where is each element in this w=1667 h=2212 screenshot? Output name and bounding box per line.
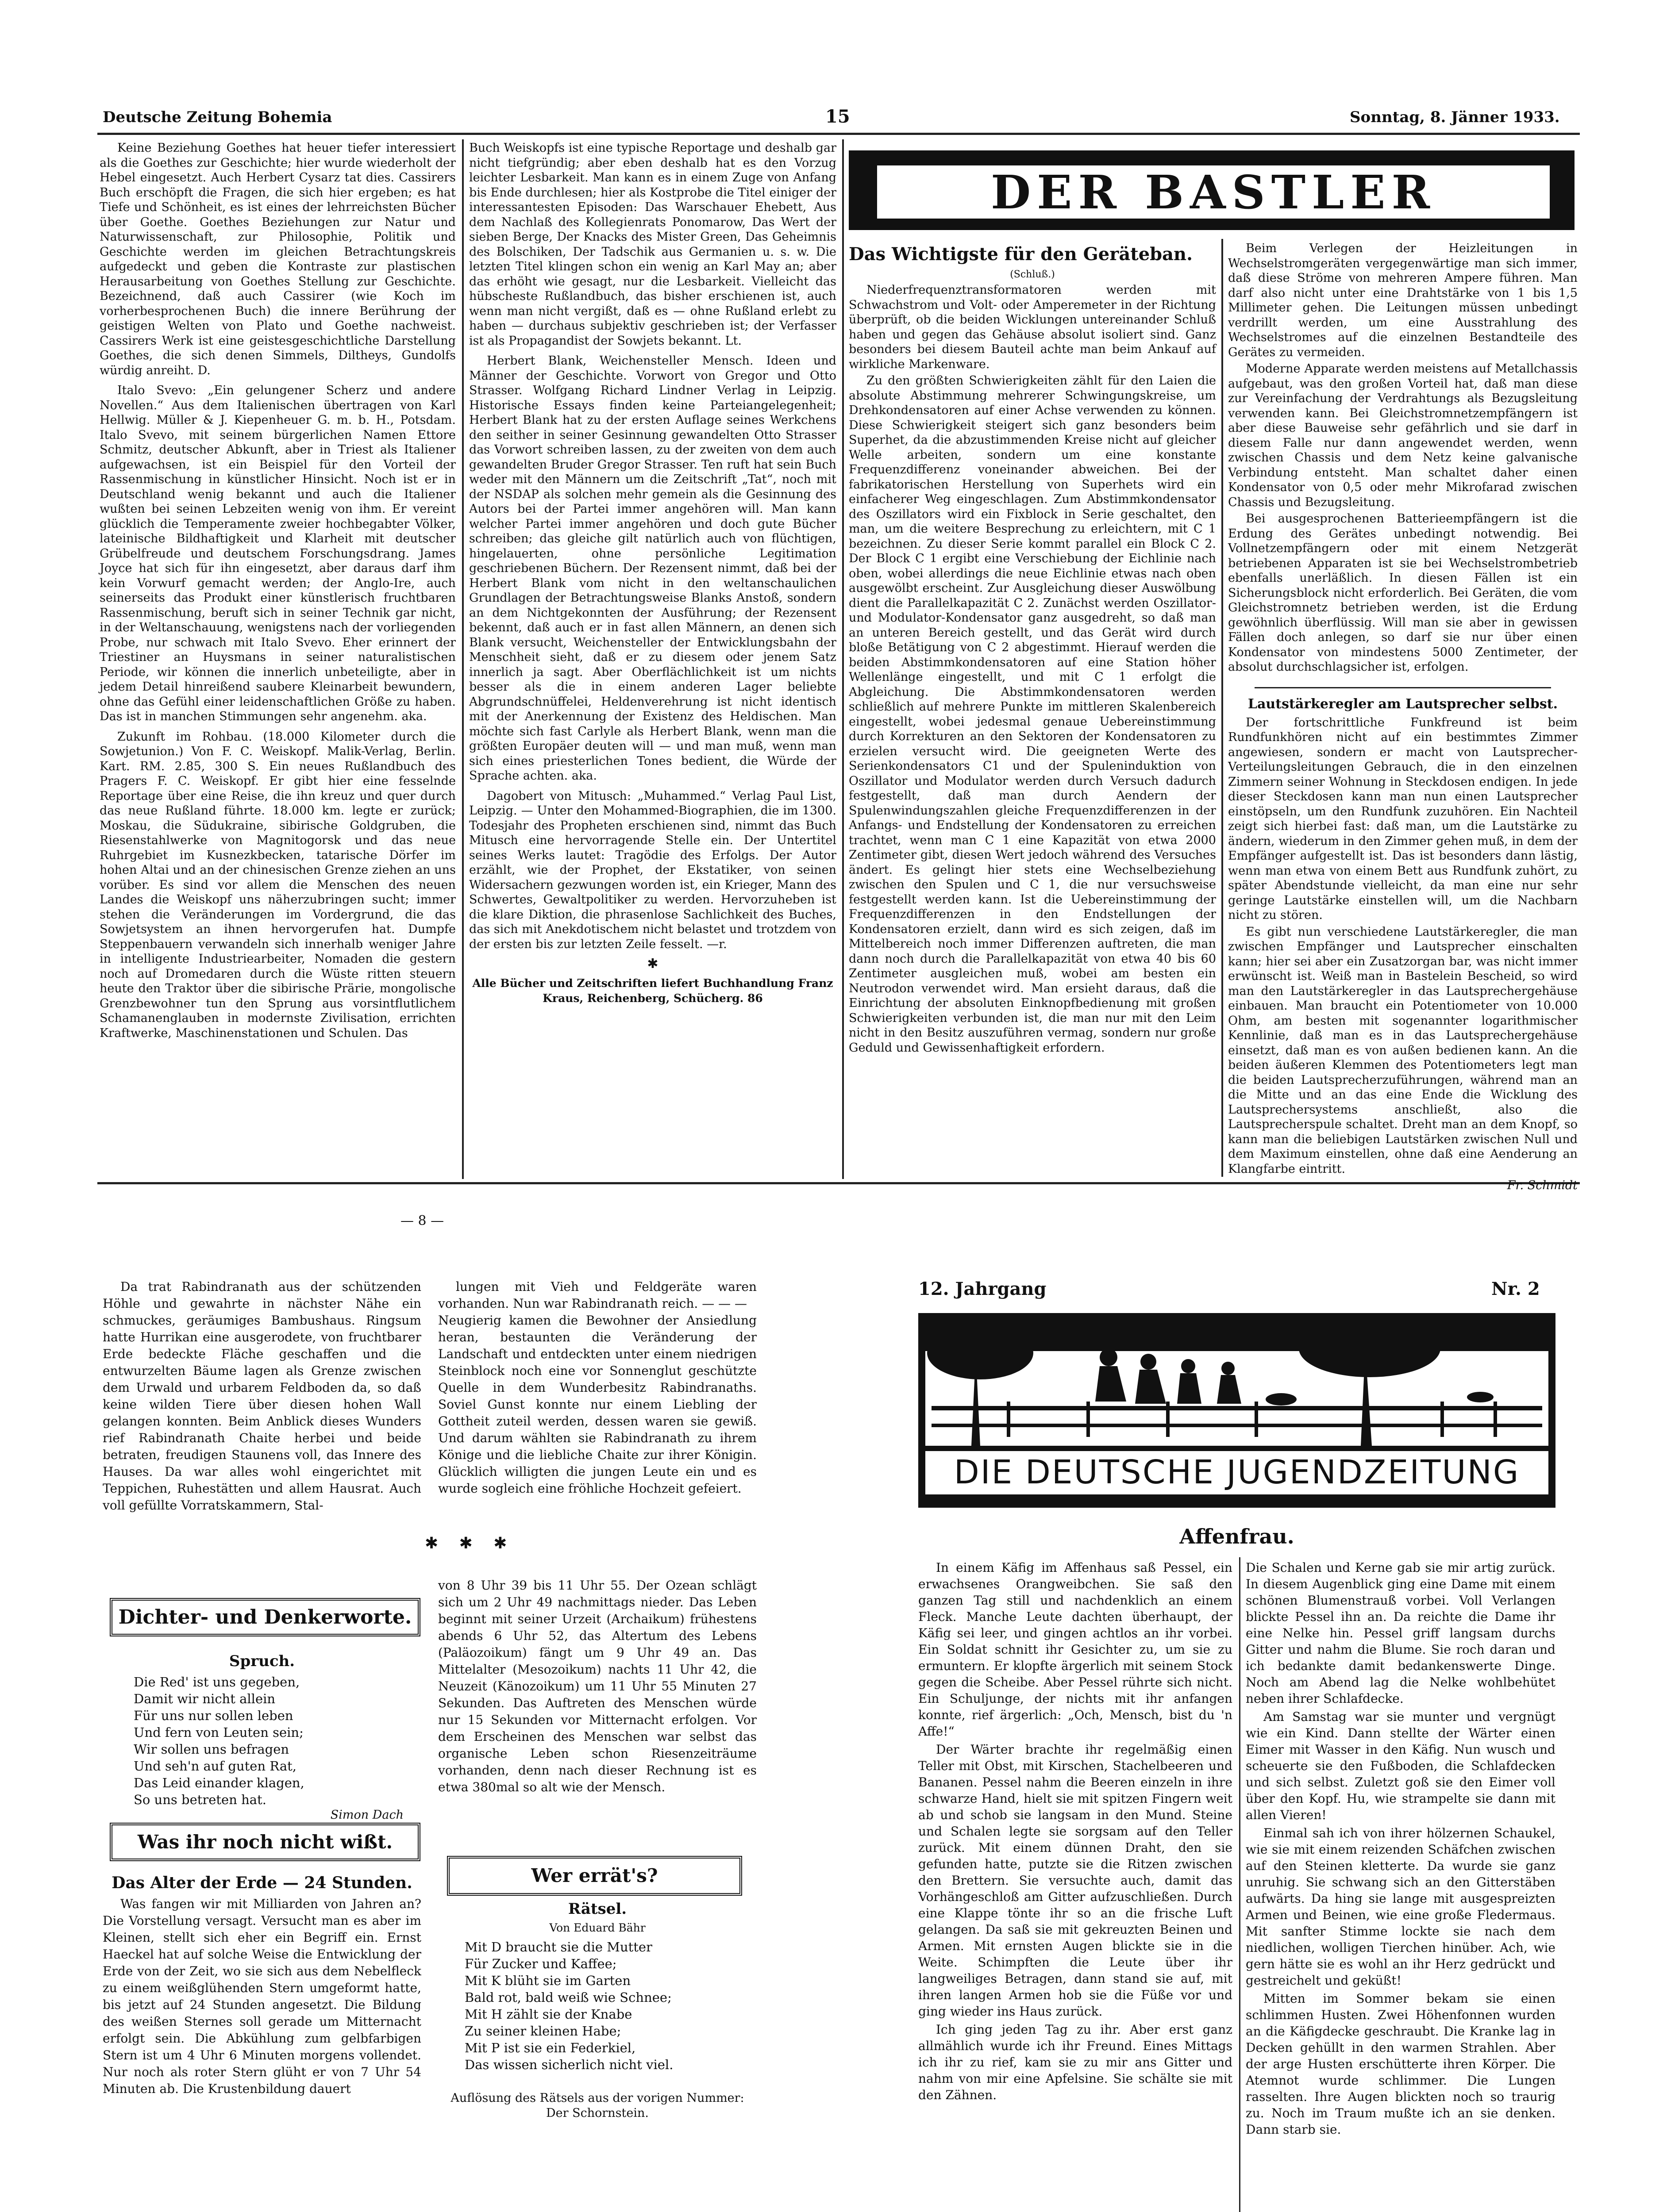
affenfrau-para-4: Die Schalen und Kerne gab sie mir artig zurück. In diesem Augenblick ging eine Dame mit einem schönen Blumenstrauß vorbei. Voll Verlangen blickte Pessel ihn an. Da reichte die Dame ihr eine Nelke hin. Pessel griff langsam durchs Gitter und nahm die Blume. Sie roch daran und ich bedankte damit bedankenswerte Dinge. Noch am Abend lag die Nelke wohlbehütet neben ihrer Schlafdecke. [1246,1560,1555,1706]
raetsel-title: Rätsel. [568,1900,627,1918]
top-col-divider-1 [462,139,464,1179]
wisst-box [110,1823,420,1861]
bookstore-note: Alle Bücher und Zeitschriften liefert Buchhandlung Franz Kraus, Reichenberg, Schücherg. 86 [472,977,833,1005]
wisst-title: Was ihr noch nicht wißt. [137,1831,393,1853]
alter-block [103,1869,421,2197]
bastler-para-2: Zu den größten Schwierigkeiten zählt für den Laien die absolute Abstimmung mehrerer Schwingungskreise, um Drehkondensatoren auf einer Achse verwenden zu können. Diese Schwierigkeit steigert sich ganz besonders beim Superhet, da die abzustimmenden Kreise nicht auf gleicher Welle arbeiten, sondern um eine konstante Frequenzdifferenz voneinander abweichen. Bei der fabrikatorischen Herstellung von Superhets wird ein einfacherer Weg eingeschlagen. Zum Abstimmkondensator des Oszillators wird ein Fixblock in Serie geschaltet, den man, um die weitere Besprechung zu erleichtern, mit C 1 bezeichnen. Zu dieser Serie kommt parallel ein Block C 2. Der Block C 1 ergibt eine Verschiebung der Eichlinie nach oben, wobei allerdings die neue Eichlinie etwas nach oben ausgewölbt erscheint. Zur Ausgleichung dieser Auswölbung dient die Parallelkapazität C 2. Zunächst werden Oszillator- und Modulator-Kondensator ganz ausgedreht, so daß man an unteren Bereich gestellt, und das Gerät wird durch bloße Betätigung von C 2 abgestimmt. Hierauf werden die beiden Abstimmkondensatoren auf eine Station höher Wellenlänge eingestellt, und mit C 1 erfolgt die Abgleichung. Die Abstimmkondensatoren werden schließlich auf mehrere Punkte im mittleren Skalenbereich eingestellt, wobei jedesmal genaue Uebereinstimmung durch Korrekturen an den Sektoren der Kondensatoren zu erzielen versucht wird. Die geeigneten Werte des Serienkondensators C1 und der Spuleninduktion von Oszillator und Modulator werden durch Versuch dadurch festgestellt, daß man durch Aendern der Spulenwindungszahlen gleiche Frequenzdifferenzen in der Anfangs- und Endstellung der Kondensatoren zu erreichen trachtet, wenn man C 1 eine Kapazität von etwa 2000 Zentimeter gibt, diesen Wert jedoch während des Versuches ändert. Es gelingt hier stets eine Wechselbeziehung zwischen den Spulen und C 1, die nur versuchsweise festgestellt werden kann. Ist die Uebereinstimmung der Frequenzdifferenzen in den Endstellungen der Kondensatoren erzielt, dann wird es sich zeigen, daß im Mittelbereich noch immer Differenzen auftreten, die man dann noch durch die Parallelkapazität von etwa 40 bis 60 Zentimeter ausgleichen muß, wobei am besten ein Neutrodon verwendet wird. Man ersieht daraus, daß die Einrichtung der absoluten Einknopfbedienung mit großen Schwierigkeiten verbunden ist, die man nur mit den Leim nicht in den Besitz auszuführen vermag, sondern nur große Geduld und Gewissenhaftigkeit erfordern. [849,374,1216,1055]
youth-stars: ✱ ✱ ✱ [425,1534,515,1552]
spruch-block [103,1648,421,1829]
affenfrau-title: Affenfrau. [1179,1525,1294,1548]
header-rule [97,133,1580,135]
jahrgang: 12. Jahrgang [918,1279,1047,1299]
masthead-title: DIE DEUTSCHE JUGENDZEITUNG [954,1453,1520,1491]
bastler-chassis: Moderne Apparate werden meistens auf Metallchassis aufgebaut, was den großen Vorteil hat, daß man diese zur Vereinfachung der Verdrahtungs als Bezugsleitung verwenden kann. Bei Gleichstromnetzempfängern ist aber diese Bauweise sehr gefährlich und sie darf in diesem Falle nur dann angewendet werden, wenn zwischen Chassis und dem Netz keine galvanische Verbindung entsteht. Man schaltet daher einen Kondensator von 0,5 oder mehr Mikrofarad zwischen Chassis und Bezugsleitung. [1228,362,1578,509]
review-weiskopf: Zukunft im Rohbau. (18.000 Kilometer durch die Sowjetunion.) Von F. C. Weiskopf. Malik-Verlag, Berlin. Kart. RM. 2.85, 300 S. Ein neues Rußlandbuch des Pragers F. C. Weiskopf. Er gibt hier eine fesselnde Reportage über eine Reise, die ihn kreuz und quer durch das neue Rußland führte. 18.000 km. legte er zurück; Moskau, die Südukraine, sibirische Goldgruben, die Riesenstahlwerke von Magnitogorsk und das neue Ruhrgebiet im Kusnezkbecken, tatarische Dörfer im hohen Altai und an der chinesischen Grenze ziehen an uns vorüber. Es sind vor allem die Menschen des neuen Landes die Weiskopf uns näherzubringen sucht; immer stehen die Veränderungen im Vordergrund, die das Sowjetsystem an ihnen hervorgerufen hat. Dumpfe Steppenbauern verwandeln sich innerhalb weniger Jahre in intelligente Industriearbeiter, Nomaden die gestern noch auf Dromedaren durch die Wüste ritten steuern heute den Traktor über die sibirische Prärie, mongolische Grenzbewohner tun den Sprung aus vorsintflutlichem Schamanenglauben in modernste Zivilisation, errichten Kraftwerke, Maschinenstationen und Schulen. Das [100,730,456,1040]
rabindranath-text-2: lungen mit Vieh und Feldgeräte waren vorhanden. Nun war Rabindranath reich. — — — Neugierig kamen die Bewohner der Ansiedlung heran, bestaunten die Veränderung der Landschaft und entdeckten unter einem niedrigen Steinblock noch eine vor Sonnenglut geschützte Quelle in dem Wunderbesitz Rabindranaths. Soviel Gunst konnte nur einem Liebling der Gottheit zuteil werden, dessen waren sie gewiß. Und darum wählten sie Rabindranath zu ihrem Könige und die liebliche Chaite zur ihrer Königin. Glücklich willigten die jungen Leute ein und es wurde sogleich eine fröhliche Hochzeit gefeiert. [438,1279,757,1496]
bastler-divider [1255,687,1551,688]
lautstaerke-heading: Lautstärkeregler am Lautsprecher selbst. [1247,696,1558,712]
youth-column-1 [103,1279,421,1535]
alter-title: Das Alter der Erde — 24 Stunden. [112,1874,412,1892]
header-date: Sonntag, 8. Jänner 1933. [1350,108,1560,126]
youth-column-2 [438,1279,757,1535]
raetsel-author: Von Eduard Bähr [549,1921,646,1934]
lautstaerke-para-2: Es gibt nun verschiedene Lautstärkeregler, die man zwischen Empfänger und Lautsprecher einschalten kann; hier sei aber ein Zusatzorgan bar, was nicht immer erwünscht ist. Weiß man in Bastelein Bescheid, so wird man den Lautstärkeregler in das Lautsprechergehäuse einbauen. Man braucht ein Potentiometer von 10.000 Ohm, am besten mit sogenannter logarithmischer Kennlinie, daß man es in das Lautsprechergehäuse einsetzt, daß man es von außen bedienen kann. An die beiden äußeren Klemmen des Potentiometers legt man die beiden Lautsprecherzuführungen, während man an die Mitte und an das eine Ende die Wicklung des Lautsprechersystems anschließt, also die Lautsprecherspule schaltet. Dreht man an dem Knopf, so kann man die beliebigen Lautstärken zwischen Null und dem Maximum einstellen, ohne daß eine Aenderung an Klangfarbe eintritt. [1228,925,1578,1176]
header-page-number: 15 [825,106,850,127]
affenfrau-para-7: Mitten im Sommer bekam sie einen schlimmen Husten. Zwei Höhenfonnen wurden an die Käfigdecke geschraubt. Die Kranke lag in Decken gehüllt in den warmen Strahlen. Aber der arge Husten erschütterte ihren Körper. Die Atemnot wurde schlimmer. Die Lungen rasselten. Ihre Augen blickten noch so traurig zu. Noch im Traum mußte ich an sie denken. Dann starb sie. [1246,1991,1555,2137]
top-column-1 [100,141,456,1178]
affenfrau-column-2 [1246,1559,1555,2212]
raetsel-solution: Auflösung des Rätsels aus der vorigen Nummer: Der Schornstein. [450,2091,744,2120]
affenfrau-para-2: Der Wärter brachte ihr regelmäßig einen Teller mit Obst, mit Kirschen, Stachelbeeren und Bananen. Pessel nahm die Beeren einzeln in ihre schwarze Hand, hielt sie mit spitzen Fingern weit ab und schob sie langsam in den Mund. Steine und Schalen legte sie sorgsam auf den Teller zurück. Mit einem dünnen Draht, den sie gefunden hatte, putzte sie die Ritzen zwischen den Brettern. Sie versuchte auch, damit das Vorhängeschloß am Gitter aufzuschließen. Durch eine Klappe tönte ihr so an die frische Luft gelangen. Da saß sie mit gekreuzten Beinen und Armen. Mit ernsten Augen blickte sie in die Weite. Schimpften die Leute über ihr langweiliges Betragen, dann stand sie auf, mit ihren langen Armen hob sie die Füße vor und ging wieder ins Haus zurück. [918,1742,1232,2019]
lautstaerke-author: Fr. Schmidt [1507,1179,1578,1192]
spruch-title: Spruch. [229,1652,295,1670]
bastler-subtitle: Das Wichtigste für den Geräteban. [849,244,1193,265]
youth-right-divider [1239,1557,1240,2212]
affenfrau-para-5: Am Samstag war sie munter und vergnügt wie ein Kind. Dann stellte der Wärter einen Eimer mit Wasser in den Käfig. Nun wusch und scheuerte sie den Fußboden, die Schlafdecken und sich selbst. Zuletzt goß sie den Eimer voll über den Kopf. Hu, wie strampelte sie dann mit allen Vieren! [1246,1709,1555,1822]
top-column-2 [469,141,836,1178]
affenfrau-para-6: Einmal sah ich von ihrer hölzernen Schaukel, wie sie mit einem reizenden Schäfchen zwischen auf den Steinen kletterte. Da wurde sie ganz unruhig. Sie schwang sich an den Gitterstäben aufwärts. Da hing sie lange mit ausgespreizten Armen und Beinen, wie eine große Fledermaus. Mit sanfter Stimme lockte sie nach dem niedlichen, wolligen Tierchen hinüber. Ach, wie gern hätte sie es wohl an ihr Herz gedrückt und gestreichelt und geküßt! [1246,1826,1555,1988]
affenfrau-column-1 [918,1559,1232,2212]
review-svevo: Italo Svevo: „Ein gelungener Scherz und andere Novellen.“ Aus dem Italienischen übertragen von Karl Hellwig. Müller & J. Kiepenheuer G. m. b. H., Potsdam. Italo Svevo, mit seinem bürgerlichen Namen Ettore Schmitz, deutscher Abkunft, aber in Triest als Italiener aufgewachsen, ist ein Beispiel für den Vorteil der Rassenmischung in künstlicher Hinsicht. Noch ist er in Deutschland wenig bekannt und auch die Italiener wußten bei seinen Lebzeiten wenig von ihm. Er vereint glücklich die Temperamente zweier hochbegabter Völker, lateinische Bildhaftigkeit und Klarheit mit deutscher Grübelfreude und deutschem Forschungsdrang. James Joyce hat sich für ihn eingesetzt, aber daraus darf ihm kein Vorwurf gemacht werden; der Anglo-Ire, auch seinerseits das Produkt einer künstlerisch fruchtbaren Rassenmischung, beruft sich in seiner Technik gar nicht, in der Weltanschauung, wenigstens nach der vorliegenden Probe, nur schwach mit Italo Svevo. Eher erinnert der Triestiner an Huysmans in seiner naturalistischen Periode, wir können die innerlich unbeteiligte, aber in jedem Detail hinreißend saubere Kleinarbeit bewundern, ohne das Gefühl einer leidenschaftlichen Größe zu haben. Das ist in manchen Stimmungen sehr angenehm. aka. [100,384,456,723]
spruch-verse: Die Red' ist uns gegeben, Damit wir nicht allein Für uns nur sollen leben Und fern von Leuten sein; Wir sollen uns befragen Und seh'n auf guten Rat, Das Leid einander klagen, So uns betreten hat. [134,1674,304,1807]
dichter-box [110,1598,420,1636]
bastler-title-box [875,164,1552,220]
masthead-banner [918,1313,1555,1508]
youth-page-number: — 8 — [400,1213,444,1229]
alter-continued [438,1577,757,1816]
issue-number: Nr. 2 [1491,1279,1540,1299]
top-column-4 [1228,241,1578,1192]
dichter-title: Dichter- und Denkerworte. [118,1606,412,1628]
bastler-title: DER BASTLER [990,165,1436,219]
raetsel-block [438,1896,757,2205]
top-column-3 [849,241,1216,1177]
affenfrau-para-3: Ich ging jeden Tag zu ihr. Aber erst ganz allmählich wurde ich ihr Freund. Eines Mittags ich ihr zu rief, kam sie zu mir ans Gitter und nahm von mir eine Apfelsine. Sie schälte sie mit den Zähnen. [918,2022,1232,2102]
rabindranath-text-1: Da trat Rabindranath aus der schützenden Höhle und gewahrte in nächster Nähe ein schmuckes, geräumiges Bambushaus. Ringsum hatte Hurrikan eine ausgerodete, von fruchtbarer Erde bedeckte Fläche geschaffen und die entwurzelten Bäume lagen als Grenze zwischen dem Urwald und urbarem Feldboden da, so daß keine wilden Tiere über diesen hohen Wall gelangen konnten. Beim Anblick dieses Wunders rief Rabindranath Chaite herbei und beide betraten, freudigen Staunens voll, das Innere des Hauses. Da war alles wohl eingerichtet mit Teppichen, Ruhestätten und allem Hausrat. Auch voll gefüllte Vorratskammern, Stal- [103,1279,421,1513]
spruch-author: Simon Dach [330,1808,404,1822]
top-col-divider-2 [842,139,844,1179]
header-left: Deutsche Zeitung Bohemia [103,108,332,126]
review-blank: Herbert Blank, Weichensteller Mensch. Ideen und Männer der Geschichte. Vorwort von Gregor und Otto Strasser. Wolfgang Richard Lindner Verlag in Leipzig. Historische Essays finden keine Parteiangelegenheit; Herbert Blank hat zu der ersten Auflage seines Werkchens den seither in seiner Gesinnung gewandelten Otto Strasser das Vorwort schreiben lassen, zu der zweiten von dem auch gewandelten Bruder Gregor Strasser. Ten ruft hat sein Buch weder mit den Männern um die Zeitschrift „Tat“, noch mit der NSDAP als solchen mehr gemein als die Gesinnung des Autors bei der Partei immer angehören will. Man kann welcher Partei immer angehören und doch gute Bücher schreiben; das gleiche gilt natürlich auch von flüchtigen, hingelauerten, ohne persönliche Legitimation geschriebenen Büchern. Der Rezensent nimmt, daß bei der Herbert Blank vom nicht in den weltanschaulichen Grundlagen der Betrachtungsweise Blanks Anstoß, sondern an dem Nichtgekonnten der Ausführung; der Rezensent bekennt, daß auch er in fast allen Männern, an denen sich Blank versucht, Weichensteller der Entwicklungsbahn der Menschheit sieht, daß er zu diesem oder jenem Satz innerlich ja sagt. Aber Oberflächlichkeit ist um nichts besser als die in einem anderen Lager beliebte Abgrundschnüffelei, Heldenverehrung ist nicht identisch mit der Anerkennung der Existenz des Heldischen. Man möchte sich fast Carlyle als Herbert Blank, wenn man die größten Europäer deuten will — und man muß, wenn man sich eines priesterlichen Tones bedient, die Würde der Sprache achten. aka. [469,354,836,783]
bastler-erdung: Bei ausgesprochenen Batterieempfängern ist die Erdung des Gerätes unbedingt notwendig. Bei Vollnetzempfängern oder mit einem Netzgerät betriebenen Apparaten ist sie bei Wechselstrombetrieb ebenfalls unerläßlich. In diesen Fällen ist ein Sicherungsblock nicht erforderlich. Bei Geräten, die vom Gleichstromnetz betrieben werden, ist die Erdung gewöhnlich überflüssig. Will man sie aber in gewissen Fällen doch anlegen, so darf sie nur über einen Kondensator von mindestens 5000 Zentimeter, der absolut durchschlagsicher ist, erfolgen. [1228,512,1578,674]
review-weiskopf-cont: Buch Weiskopfs ist eine typische Reportage und deshalb gar nicht tiefgründig; aber eben deshalb hat es den Vorzug leichter Lesbarkeit. Man kann es in einem Zuge von Anfang bis Ende durchlesen; hier als Kostprobe die Titel einiger der interessantesten Episoden: Das Warschauer Ehebett, Aus dem Nachlaß des Kollegienrats Ponomarow, Das Wert der sieben Berge, Der Knacks des Mister Green, Das Geheimnis des Bolschiken, Der Tadschik aus Germanien u. s. w. Die letzten Titel klingen schon ein wenig an Karl May an; aber das erhöht wie gesagt, nur die Lesbarkeit. Vielleicht das hübscheste Rußlandbuch, das bisher erschienen ist, auch wenn man nicht vergißt, daß es — ohne Rußland erlebt zu haben — durchaus subjektiv geschrieben ist; der Verfasser ist als Propagandist der Sowjets bekannt. Lt. [469,141,836,348]
separator-star: ✱ [647,956,658,972]
review-goethe: Keine Beziehung Goethes hat heuer tiefer interessiert als die Goethes zur Geschichte; hier wurde wiederholt der Hebel eingesetzt. Auch Herbert Cysarz tat dies. Cassirers Buch erschöpft die Fragen, die sich hier ergeben; es hat Tiefe und Schönheit, es ist eines der lehrreichsten Bücher über Goethe. Goethes Beziehungen zur Natur und Naturwissenschaft, zur Philosophie, Politik und Geschichte werden im gleichen Betrachtungskreis aufgedeckt und geben die Kontraste zur plastischen Herausarbeitung von Goethes Stellung zur Geschichte. Bezeichnend, daß auch Cassirer (wie Koch im vorherbesprochenen Buch) die innere Berührung der geistigen Welten von Plato und Goethe nachweist. Cassirers Werk ist eine geistesgeschichtliche Darstellung Goethes, die sich denen Simmels, Diltheys, Gundolfs würdig anreiht. D. [100,141,456,377]
review-mitusch: Dagobert von Mitusch: „Muhammed.“ Verlag Paul List, Leipzig. — Unter den Mohammed-Biographien, die im 1300. Todesjahr des Propheten erschienen sind, nimmt das Buch Mitusch eine hervorragende Stelle ein. Der Untertitel seines Werks lautet: Tragödie des Erfolgs. Der Autor erzählt, wie der Prophet, der Ekstatiker, von seinen Widersachern gezwungen worden ist, ein Krieger, Mann des Schwertes, Gewaltpolitiker zu werden. Hervorzuheben ist die klare Diktion, die phrasenlose Sachlichkeit des Buches, das sich mit Anekdotischem nicht belastet und trotzdem von der ersten bis zur letzten Zeile fesselt. —r. [469,789,837,951]
erraet-box [447,1856,742,1896]
alter-text-cont: von 8 Uhr 39 bis 11 Uhr 55. Der Ozean schlägt sich um 2 Uhr 49 nachmittags nieder. Das Leben beginnt mit seiner Urzeit (Archaikum) frühestens abends 6 Uhr 52, das Altertum des Lebens (Paläozoikum) fängt um 9 Uhr 49 an. Das Mittelalter (Mesozoikum) nachts 11 Uhr 42, die Neuzeit (Känozoikum) um 11 Uhr 55 Minuten 27 Sekunden. Das Auftreten des Menschen würde nur 15 Sekunden vor Mitternacht erfolgen. Vor dem Erscheinen des Menschen war selbst das organische Leben schon Riesenzeiträume vorhanden, denn nach dieser Rechnung ist es etwa 380mal so alt wie der Mensch. [438,1578,757,1794]
bastler-para-1: Niederfrequenztransformatoren werden mit Schwachstrom und Volt- oder Amperemeter in der Richtung überprüft, ob die beiden Wicklungen untereinander Schluß haben und gegen das Gehäuse absolut isoliert sind. Ganz besonders bei diesem Bauteil achte man beim Ankauf auf wirkliche Markenware. [849,283,1216,371]
erraet-title: Wer errät's? [531,1865,658,1886]
alter-text: Was fangen wir mit Milliarden von Jahren an? Die Vorstellung versagt. Versucht man es aber im Kleinen, stellt sich eher ein Begriff ein. Ernst Haeckel hat auf solche Weise die Entwicklung der Erde von der Zeit, wo sie sich aus dem Nebelfleck zu einem weißglühenden Stern umgeformt hatte, bis jetzt auf 24 Stunden angesetzt. Die Bildung des weißen Sternes soll gerade um Mitternacht erfolgt sein. Die Abkühlung zum gelbfarbigen Stern ist um 4 Uhr 6 Minuten morgens vollendet. Nur noch als roter Stern glüht er von 7 Uhr 54 Minuten ab. Die Krustenbildung dauert [103,1897,421,2096]
lautstaerke-para-1: Der fortschrittliche Funkfreund ist beim Rundfunkhören nicht auf ein bestimmtes Zimmer angewiesen, sondern er macht von Lautsprecher-Verteilungsleitungen Gebrauch, die in den einzelnen Zimmern seiner Wohnung in Steckdosen endigen. In jede dieser Steckdosen kann man nun einen Lautsprecher einstöpseln, um den Rundfunk zuzuhören. Ein Nachteil zeigt sich hierbei fast: daß man, um die Lautstärke zu ändern, wiederum in den Zimmer gehen muß, in dem der Empfänger aufgestellt ist. Das ist besonders dann lästig, wenn man etwa von einem Bett aus Rundfunk zuhört, zu später Abendstunde vielleicht, da man eine nur sehr geringe Lautstärke einstellen will, um die Nachbarn nicht zu stören. [1228,715,1578,922]
top-col-divider-3 [1221,239,1223,1177]
affenfrau-para-1: In einem Käfig im Affenhaus saß Pessel, ein erwachsenes Orangweibchen. Sie saß den ganzen Tag still und nachdenklich an einem Fleck. Manche Leute dachten überhaupt, der Käfig sei leer, und gingen achtlos an ihr vorbei. Ein Soldat schnitt ihr Gesichter zu, um sie zu ermuntern. Er klopfte ärgerlich mit seinem Stock gegen die Scheibe. Aber Pessel rührte sich nicht. Ein Schuljunge, der nichts mit ihr anfangen konnte, rief ärgerlich: „Och, Mensch, bist du 'n Affe!“ [918,1560,1232,1739]
bastler-schluss: (Schluß.) [1010,269,1055,280]
bastler-banner [849,150,1575,230]
raetsel-verse: Mit D braucht sie die Mutter Für Zucker und Kaffee; Mit K blüht sie im Garten Bald rot, bald weiß wie Schnee; Mit H zählt sie der Knabe Zu seiner kleinen Habe; Mit P ist sie ein Federkiel, Das wissen sicherlich nicht viel. [465,1939,674,2072]
bastler-heizleitungen: Beim Verlegen der Heizleitungen in Wechselstromgeräten vergegenwärtige man sich immer, daß diese Ströme von mehreren Ampere führen. Man darf also nicht unter eine Drahtstärke von 1 bis 1,5 Millimeter gehen. Die Leitungen müssen unbedingt verdrillt werden, um eine Ausstrahlung des Wechselstromes auf die einzelnen Bestandteile des Gerätes zu vermeiden. [1228,242,1578,359]
